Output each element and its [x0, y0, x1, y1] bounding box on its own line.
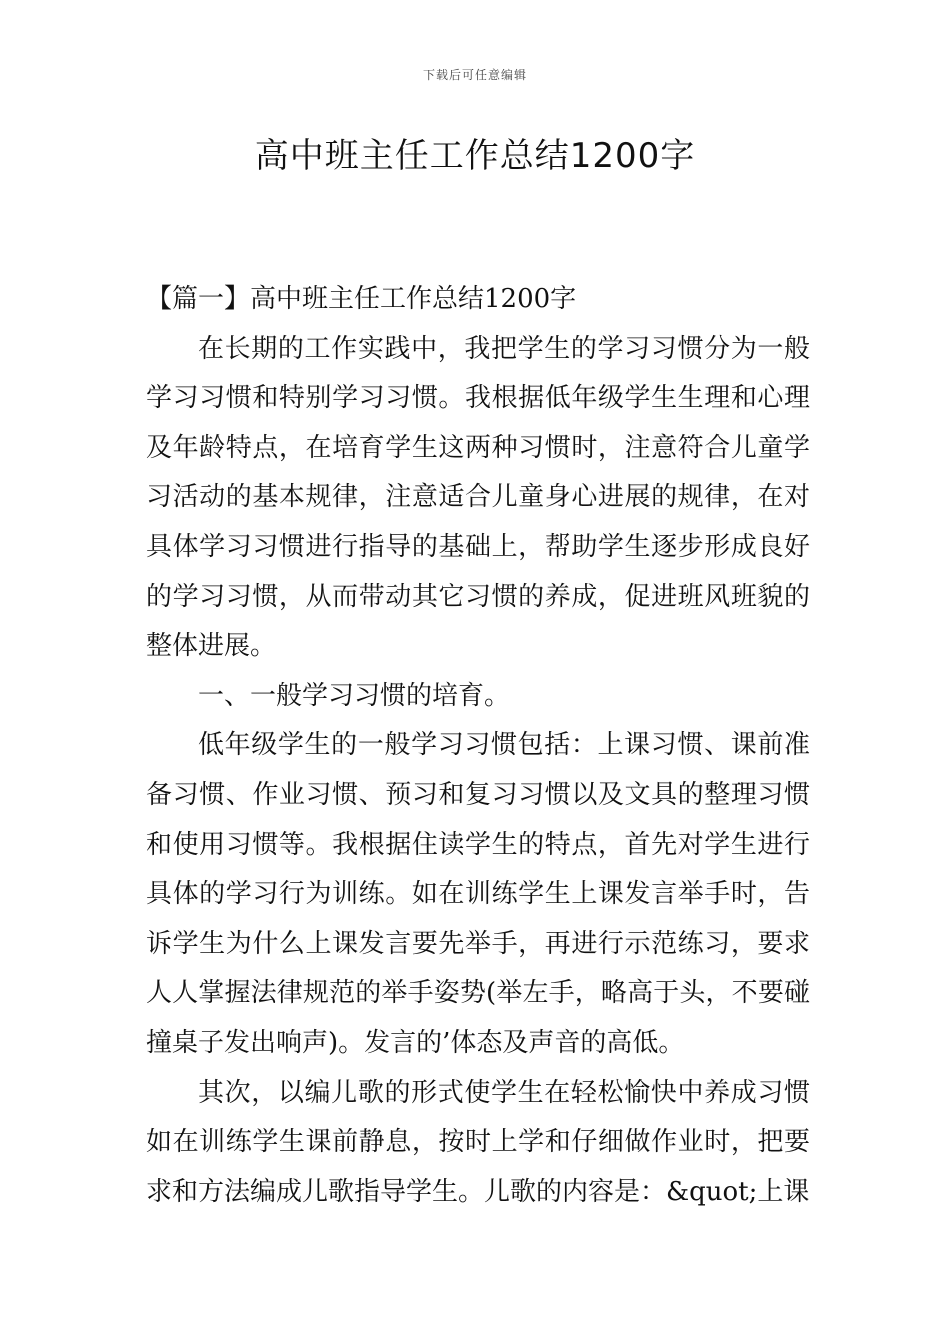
subsection-heading: 一、一般学习习惯的培育。: [198, 680, 511, 711]
document-body: [146, 275, 810, 1217]
section-heading: 【篇一】高中班主任工作总结1200字: [146, 284, 577, 314]
header-note: 下载后可任意编辑: [422, 68, 527, 82]
body-paragraph: 其次，以编儿歌的形式使学生在轻松愉快中养成习惯如在训练学生课前静息，按时上学和仔细做作业时，把要求和方法编成儿歌指导学生。儿歌的内容是：&quot;上课: [146, 1077, 810, 1207]
body-paragraph: 低年级学生的一般学习习惯包括：上课习惯、课前准备习惯、作业习惯、预习和复习习惯以及文具的整理习惯和使用习惯等。我根据住读学生的特点，首先对学生进行具体的学习行为训练。如在训练学生上课发言举手时，告诉学生为什么上课发言要先举手，再进行示范练习，要求人人掌握法律规范的举手姿势(举左手，略高于头，不要碰撞桌子发出响声)。发言的’体态及声音的高低。: [146, 730, 810, 1058]
body-paragraph: 在长期的工作实践中，我把学生的学习习惯分为一般学习习惯和特别学习习惯。我根据低年级学生生理和心理及年龄特点，在培育学生这两种习惯时，注意符合儿童学习活动的基本规律，注意适合儿童身心进展的规律，在对具体学习习惯进行指导的基础上，帮助学生逐步形成良好的学习习惯，从而带动其它习惯的养成，促进班风班貌的整体进展。: [146, 333, 810, 662]
document-title: 高中班主任工作总结1200字: [254, 136, 696, 176]
